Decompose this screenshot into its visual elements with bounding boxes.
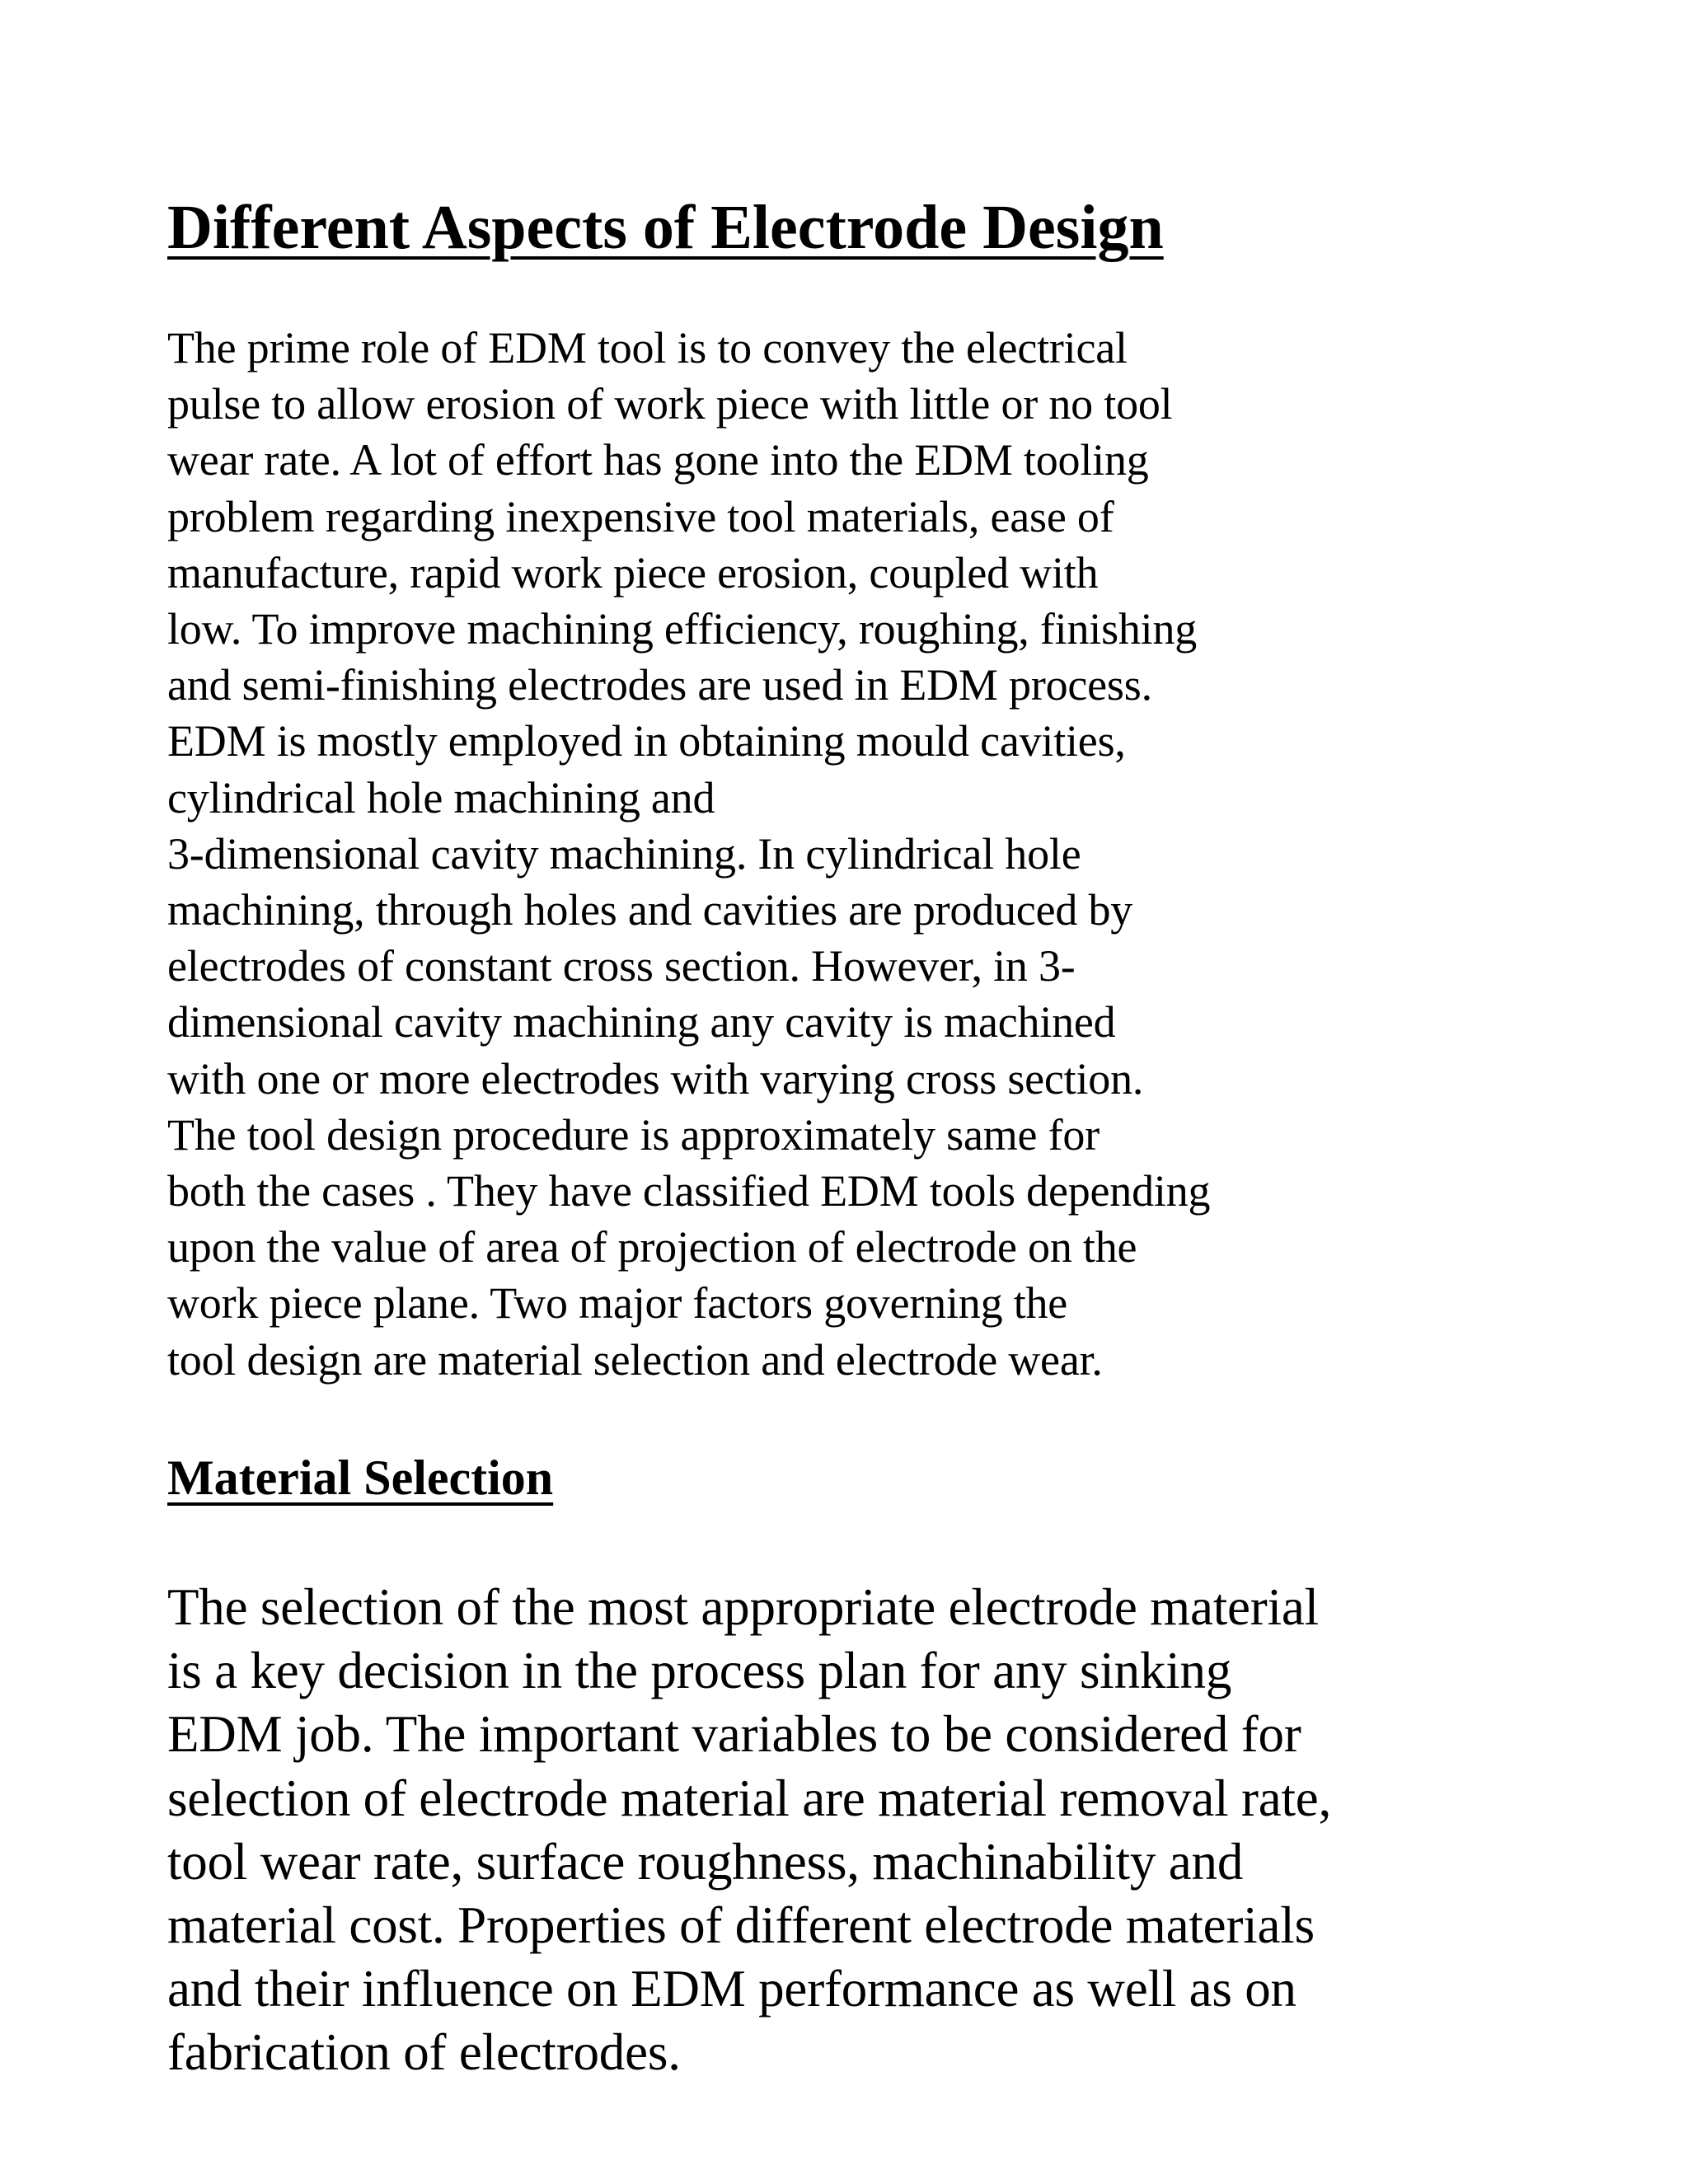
paragraph-line: The tool design procedure is approximately same for [167, 1109, 1100, 1160]
intro-paragraph [167, 320, 1210, 1388]
section-heading: Material Selection [167, 1451, 554, 1505]
paragraph-line: material cost. Properties of different electrode materials [167, 1896, 1315, 1955]
paragraph-line: The prime role of EDM tool is to convey the electrical [167, 323, 1128, 373]
paragraph-line: manufacture, rapid work piece erosion, coupled with [167, 547, 1099, 598]
paragraph-line: and their influence on EDM performance as well as on [167, 1960, 1296, 2018]
paragraph-line: EDM is mostly employed in obtaining mould cavities, [167, 716, 1126, 766]
paragraph-line: The selection of the most appropriate electrode material [167, 1578, 1319, 1636]
paragraph-line: selection of electrode material are material removal rate, [167, 1769, 1332, 1827]
paragraph-line: problem regarding inexpensive tool materials, ease of [167, 491, 1114, 541]
paragraph-line: low. To improve machining efficiency, roughing, finishing [167, 604, 1198, 654]
paragraph-line: is a key decision in the process plan for any sinking [167, 1642, 1232, 1700]
paragraph-line: tool wear rate, surface roughness, machinability and [167, 1832, 1244, 1891]
paragraph-line: upon the value of area of projection of electrode on the [167, 1222, 1137, 1272]
paragraph-line: pulse to allow erosion of work piece with little or no tool [167, 379, 1173, 429]
paragraph-line: fabrication of electrodes. [167, 2023, 681, 2082]
paragraph-line: tool design are material selection and electrode wear. [167, 1334, 1103, 1385]
paragraph-line: EDM job. The important variables to be considered for [167, 1705, 1301, 1764]
paragraph-line: and semi-finishing electrodes are used in EDM process. [167, 660, 1152, 710]
paragraph-line: wear rate. A lot of effort has gone into the EDM tooling [167, 435, 1149, 485]
paragraph-line: work piece plane. Two major factors governing the [167, 1278, 1068, 1329]
paragraph-line: with one or more electrodes with varying cross section. [167, 1053, 1144, 1104]
paragraph-line: cylindrical hole machining and [167, 772, 715, 823]
paragraph-line: 3-dimensional cavity machining. In cylindrical hole [167, 828, 1081, 879]
paragraph-line: machining, through holes and cavities are produced by [167, 885, 1133, 935]
paragraph-line: electrodes of constant cross section. However, in 3- [167, 941, 1076, 991]
paragraph-line: dimensional cavity machining any cavity is machined [167, 997, 1116, 1047]
paragraph-line: both the cases . They have classified EDM tools depending [167, 1166, 1211, 1216]
section-paragraph [167, 1576, 1331, 2085]
document-title: Different Aspects of Electrode Design [167, 193, 1164, 262]
